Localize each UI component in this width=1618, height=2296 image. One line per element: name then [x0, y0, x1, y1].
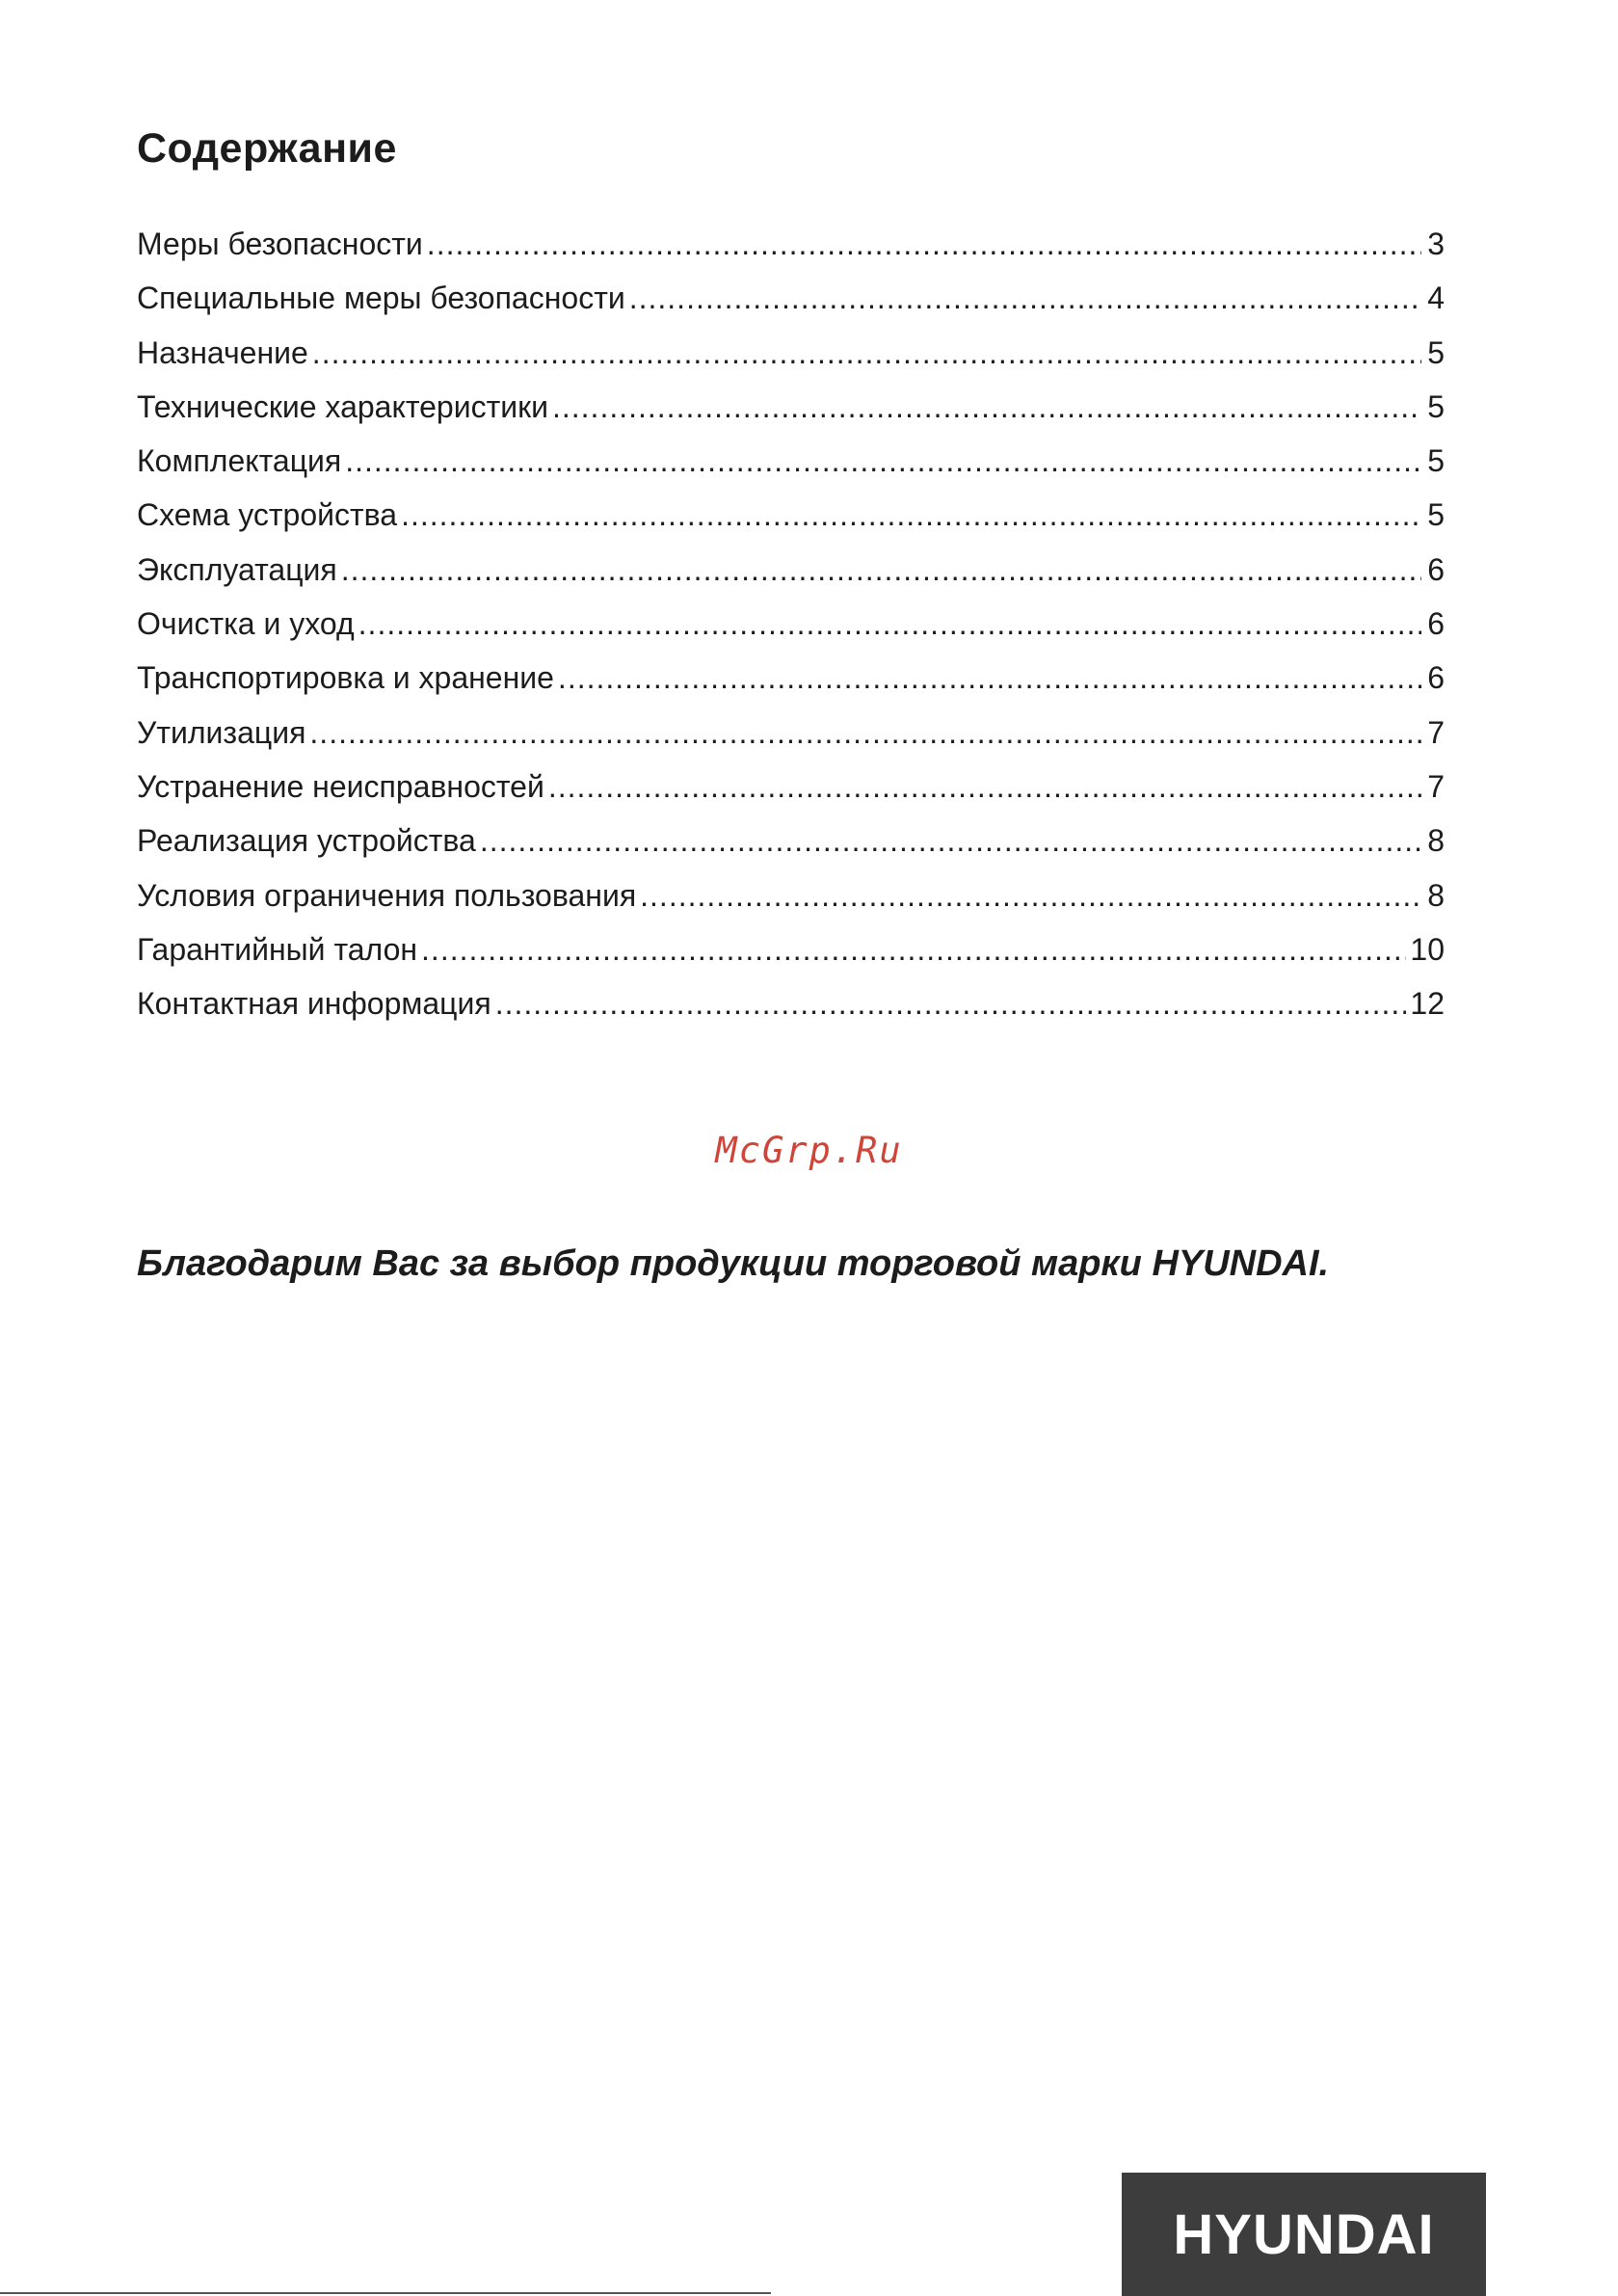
toc-item[interactable] — [137, 651, 1445, 705]
toc-item[interactable] — [137, 326, 1445, 380]
toc-item-label: Назначение — [137, 334, 308, 370]
toc-leader-dots — [495, 976, 1407, 1030]
toc-item-label: Очистка и уход — [137, 606, 355, 642]
toc-item-page: 6 — [1427, 551, 1445, 587]
toc-item-page: 5 — [1427, 334, 1445, 370]
toc-leader-dots — [358, 597, 1421, 651]
toc-item[interactable] — [137, 706, 1445, 760]
toc-item-page: 3 — [1427, 227, 1445, 261]
toc-item-page: 4 — [1427, 280, 1445, 316]
table-of-contents — [137, 217, 1445, 1030]
toc-item-page: 5 — [1427, 388, 1445, 424]
toc-item-page: 8 — [1427, 877, 1445, 913]
toc-item-label: Схема устройства — [137, 497, 398, 533]
toc-item-label: Эксплуатация — [137, 551, 337, 587]
toc-item-label: Утилизация — [137, 714, 306, 750]
toc-item[interactable] — [137, 488, 1445, 542]
toc-item-page: 12 — [1410, 986, 1445, 1022]
toc-leader-dots — [421, 922, 1406, 976]
watermark-text: McGrp.Ru — [715, 1130, 903, 1171]
toc-item-label: Технические характеристики — [137, 388, 548, 424]
toc-item-page: 10 — [1410, 931, 1445, 967]
hyundai-logo — [1122, 2173, 1486, 2296]
page-title: Содержание — [137, 125, 397, 172]
toc-item-label: Условия ограничения пользования — [137, 877, 637, 913]
toc-item-page: 5 — [1427, 497, 1445, 533]
toc-item[interactable] — [137, 976, 1445, 1030]
toc-item-page: 5 — [1427, 443, 1445, 479]
toc-leader-dots — [345, 434, 1421, 488]
toc-item-label: Контактная информация — [137, 986, 491, 1022]
toc-leader-dots — [401, 488, 1421, 542]
toc-leader-dots — [427, 217, 1421, 271]
hyundai-logo-text: HYUNDAI — [1173, 2203, 1435, 2266]
toc-item-page: 7 — [1427, 714, 1445, 750]
toc-item-page: 6 — [1427, 660, 1445, 696]
toc-item-label: Комплектация — [137, 443, 342, 479]
toc-leader-dots — [629, 271, 1421, 325]
toc-item[interactable] — [137, 760, 1445, 814]
toc-item[interactable] — [137, 922, 1445, 976]
toc-item[interactable] — [137, 271, 1445, 325]
toc-leader-dots — [548, 760, 1421, 814]
page-bottom-divider — [0, 2292, 771, 2294]
toc-item-label: Гарантийный талон — [137, 931, 418, 967]
toc-item-label: Специальные меры безопасности — [137, 280, 625, 316]
toc-leader-dots — [552, 380, 1421, 434]
toc-leader-dots — [558, 651, 1421, 705]
toc-leader-dots — [309, 706, 1421, 760]
toc-item[interactable] — [137, 543, 1445, 597]
toc-leader-dots — [312, 326, 1421, 380]
toc-leader-dots — [480, 814, 1421, 868]
toc-item-label: Устранение неисправностей — [137, 768, 544, 804]
toc-item[interactable] — [137, 597, 1445, 651]
toc-item[interactable] — [137, 434, 1445, 488]
toc-item[interactable] — [137, 217, 1445, 271]
toc-leader-dots — [640, 868, 1421, 922]
thank-you-message: Благодарим Вас за выбор продукции торговой марки HYUNDAI. — [137, 1243, 1330, 1284]
toc-leader-dots — [341, 543, 1421, 597]
toc-item-label: Меры безопасности — [137, 227, 423, 261]
toc-item-label: Транспортировка и хранение — [137, 660, 554, 696]
toc-item[interactable] — [137, 814, 1445, 868]
toc-item-label: Реализация устройства — [137, 823, 476, 859]
toc-item-page: 6 — [1427, 606, 1445, 642]
toc-item[interactable] — [137, 380, 1445, 434]
toc-item-page: 7 — [1427, 768, 1445, 804]
toc-item-page: 8 — [1427, 823, 1445, 859]
toc-item[interactable] — [137, 868, 1445, 922]
